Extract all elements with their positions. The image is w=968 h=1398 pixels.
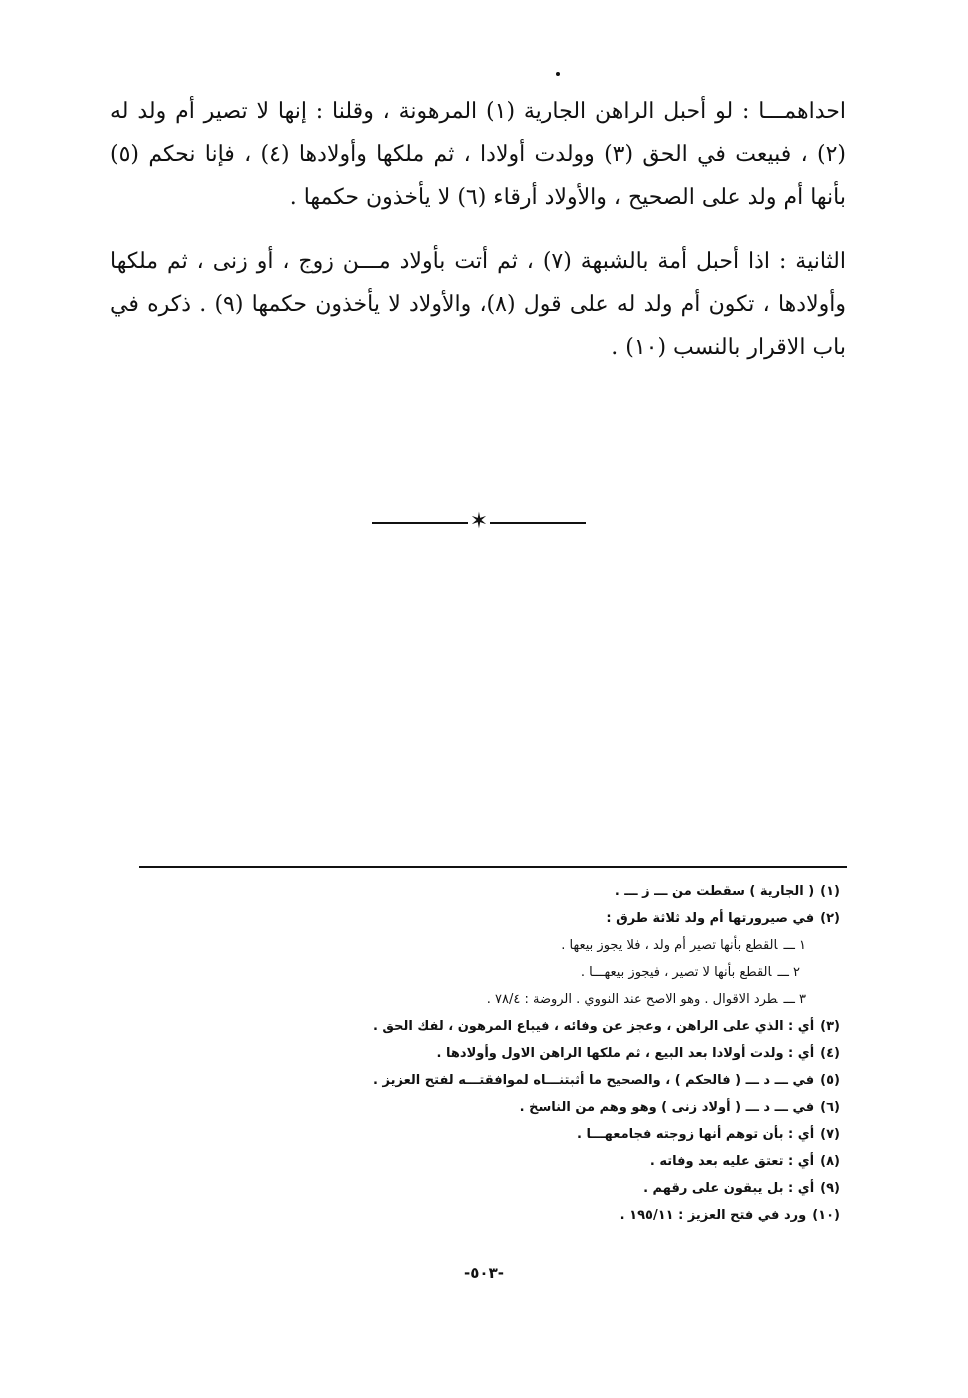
footnote-number: (١)	[820, 884, 840, 899]
footnote-9	[200, 1175, 840, 1202]
footnote-subitem-number: ٣ ـــ	[783, 992, 806, 1007]
footnote-text: أي : الذي على الراهن ، وعجز عن وفائه ، فيباع المرهون ، لفك الحق .	[372, 1019, 815, 1034]
footnote-text: القطع بأنها لا تصير ، فيجوز بيعهـــا .	[580, 965, 772, 980]
footnote-8	[200, 1148, 840, 1175]
footnote-number: (٧)	[820, 1127, 840, 1142]
footnote-1	[200, 878, 840, 905]
footnote-number: (٥)	[820, 1073, 840, 1088]
footnote-subitem-number: ١ ـــ	[783, 938, 806, 953]
footnote-6	[200, 1094, 840, 1121]
footnote-text: ورد في فتح العزيز : ١٩٥/١١ .	[619, 1208, 807, 1223]
footnote-number: (٩)	[820, 1181, 840, 1196]
footnote-text: في ـــ د ـــ ( فالحكم ) ، والصحيح ما أثبتنـــاه لموافقتـــه لفتح العزيز .	[373, 1073, 815, 1088]
page-number: -٥٠٣-	[464, 1264, 504, 1282]
footnote-3	[200, 1013, 840, 1040]
star-icon: ✶	[469, 509, 489, 534]
footnote-separator-rule	[139, 866, 847, 868]
divider-line-right	[490, 522, 586, 524]
paragraph-first-issue: احداهمـــا : لو أحبل الراهن الجارية (١) المرهونة ، وقلنا : إنها لا تصير أم ولد له (٢) ، فبيعت في الحق (٣) وولدت أولادا ، ثم ملكها وأولادها (٤) ، فإنا نحكم (٥) بأنها أم ولد على الصحيح ، والأولاد أرقاء (٦) لا يأخذون حكمها .	[110, 99, 847, 210]
footnote-number: (٤)	[820, 1046, 840, 1061]
footnote-text: أي : بأن توهم أنها زوجته فجامعهـــا .	[577, 1127, 815, 1142]
footnote-10	[200, 1202, 840, 1229]
footnote-text: طرد الاقوال . وهو الاصح عند النووي . الروضة : ٧٨/٤ .	[486, 992, 778, 1007]
footnote-text: أي : بل يبقون على رقهم .	[643, 1181, 815, 1196]
divider-line-left	[372, 522, 468, 524]
footnote-text: أي : تعتق عليه بعد وفاته .	[649, 1154, 815, 1169]
footnote-number: (١٠)	[812, 1208, 840, 1223]
footnote-text: القطع بأنها تصير أم ولد ، فلا يجوز بيعها .	[561, 938, 778, 953]
paragraph-second-issue: الثانية : اذا أحبل أمة بالشبهة (٧) ، ثم أتت بأولاد مـــن زوج ، أو زنى ، ثم ملكها وأولادها ، تكون أم ولد له على قول (٨)، والأولاد لا يأخذون حكمها (٩) . ذكره في باب الاقرار بالنسب (١٠) .	[110, 249, 846, 360]
footnote-7	[200, 1121, 840, 1148]
top-mark	[556, 72, 560, 76]
footnote-2	[200, 905, 840, 932]
footnote-4	[200, 1040, 840, 1067]
footnote-5	[200, 1067, 840, 1094]
footnote-2-item-2	[200, 959, 840, 986]
footnote-text: أي : ولدت أولادا بعد البيع ، ثم ملكها الراهن الاول وأولادها .	[436, 1046, 815, 1061]
footnote-text: في صيرورتها أم ولد ثلاثة طرق :	[606, 911, 815, 926]
footnote-2-item-1	[200, 932, 840, 959]
section-divider-ornament	[372, 509, 586, 534]
footnote-text: ( الجارية ) سقطت من ـــ ز ـــ .	[614, 884, 815, 899]
footnote-number: (٣)	[820, 1019, 840, 1034]
footnote-number: (٢)	[820, 911, 840, 926]
footnote-number: (٨)	[820, 1154, 840, 1169]
footnote-2-item-3	[200, 986, 840, 1013]
footnote-text: في ـــ د ـــ ( أولاد زنى ) وهو وهم من الناسخ .	[519, 1100, 815, 1115]
footnote-subitem-number: ٢ ـــ	[777, 965, 800, 980]
footnote-number: (٦)	[820, 1100, 840, 1115]
footnotes-block	[200, 878, 840, 1229]
